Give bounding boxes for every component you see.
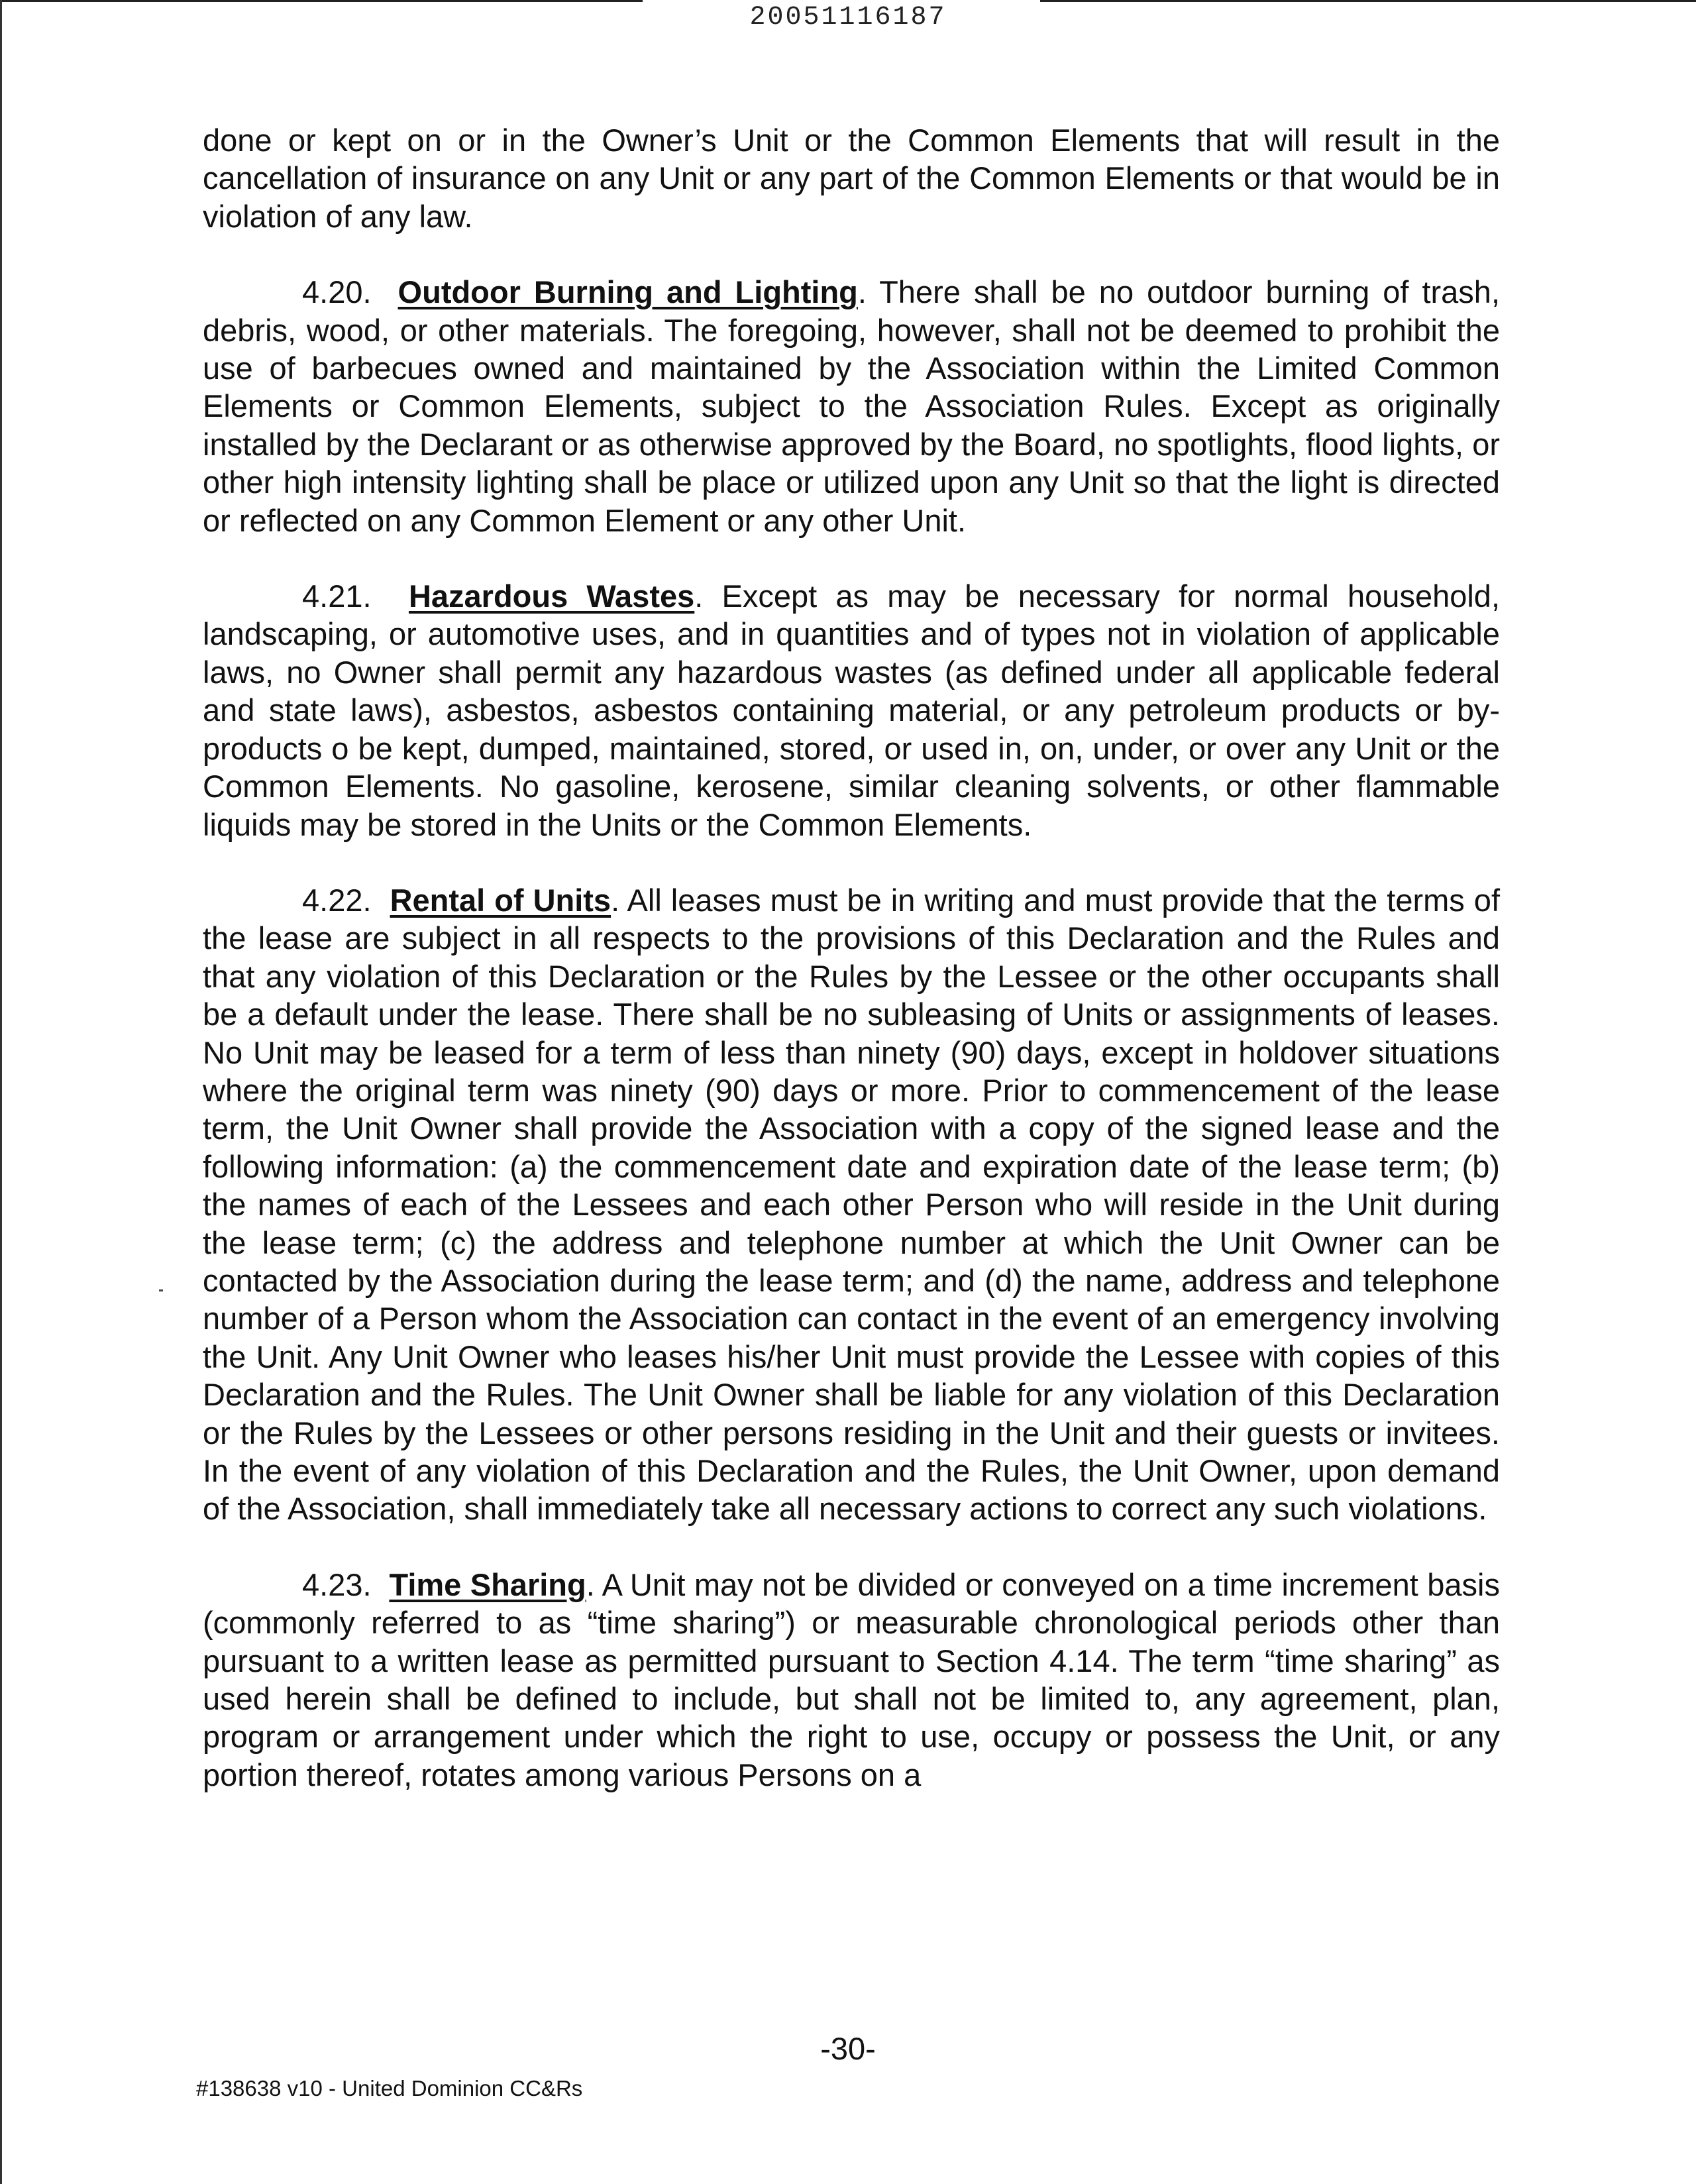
document-body [203, 121, 1500, 1831]
section-heading: Time Sharing [389, 1566, 586, 1602]
scan-left-edge [0, 0, 2, 2184]
footer-document-id: #138638 v10 - United Dominion CC&Rs [196, 2076, 583, 2101]
section-text: . A Unit may not be divided or conveyed on a time increment basis (commonly referred to as “time sharing”) or measurable chronological periods other than pursuant to a written lease as permitted pursuant to Section 4.14. The term “time sharing” as used herein shall be defined to include, but shall not be limited to, any agreement, plan, program or arrangement under which the right to use, occupy or possess the Unit, or any portion thereof, rotates among various Persons on a [203, 1566, 1500, 1792]
paragraph-continued: done or kept on or in the Owner’s Unit or the Common Elements that will result in the cancellation of insurance on any Unit or any part of the Common Elements or that would be in violation of any law. [203, 123, 1500, 234]
section-number: 4.21. [302, 578, 372, 614]
recording-number: 20051116187 [749, 3, 947, 32]
section-heading: Outdoor Burning and Lighting [398, 274, 858, 310]
top-rule-right [1040, 0, 1696, 2]
section-number: 4.23. [302, 1566, 372, 1602]
section-heading: Hazardous Wastes [408, 578, 695, 614]
section-text: . All leases must be in writing and must provide that the terms of the lease are subject in all respects to the provisions of this Declaration and the Rules and that any violation of this Declaration or the Rules by the Lessee or the other occupants shall be a default under the lease. There shall be no subleasing of Units or assignments of leases. No Unit may be leased for a term of less than ninety (90) days, except in holdover situations where the original term was ninety (90) days or more. Prior to commencement of the lease term, the Unit Owner shall provide the Association with a copy of the signed lease and the following information: (a) the commencement date and expiration date of the lease term; (b) the names of each of the Lessees and each other Person who will reside in the Unit during the lease term; (c) the address and telephone number at which the Unit Owner can be contacted by the Association during the lease term; and (d) the name, address and telephone number of a Person whom the Association can contact in the event of an emergency involving the Unit. Any Unit Owner who leases his/her Unit must provide the Lessee with copies of this Declaration and the Rules. The Unit Owner shall be liable for any violation of this Declaration or the Rules by the Lessees or other persons residing in the Unit and their guests or invitees. In the event of any violation of this Declaration and the Rules, the Unit Owner, upon demand of the Association, shall immediately take all necessary actions to correct any such violations. [203, 882, 1501, 1527]
section-number: 4.20. [302, 274, 372, 310]
section-4-21 [203, 577, 1500, 844]
section-number: 4.22. [302, 882, 372, 918]
section-text: . There shall be no outdoor burning of trash, debris, wood, or other materials. The foregoing, however, shall not be deemed to prohibit the use of barbecues owned and maintained by the Association within the Limited Common Elements or Common Elements, subject to the Association Rules. Except as originally installed by the Declarant or as otherwise approved by the Board, no spotlights, flood lights, or other high intensity lighting shall be place or utilized upon any Unit so that the light is directed or reflected on any Common Element or any other Unit. [203, 274, 1501, 538]
margin-mark [159, 1289, 163, 1291]
section-4-22 [203, 881, 1500, 1528]
section-4-20 [203, 273, 1500, 539]
page-number: -30- [820, 2031, 876, 2066]
section-4-23 [203, 1566, 1500, 1794]
section-text: . Except as may be necessary for normal household, landscaping, or automotive uses, and in quantities and of types not in violation of applicable laws, no Owner shall permit any hazardous wastes (as defined under all applicable federal and state laws), asbestos, asbestos containing material, or any petroleum products or by-products o be kept, dumped, maintained, stored, or used in, on, under, or over any Unit or the Common Elements. No gasoline, kerosene, similar cleaning solvents, or other flammable liquids may be stored in the Units or the Common Elements. [203, 578, 1500, 842]
section-heading: Rental of Units [390, 882, 611, 918]
top-rule-left [0, 0, 643, 2]
